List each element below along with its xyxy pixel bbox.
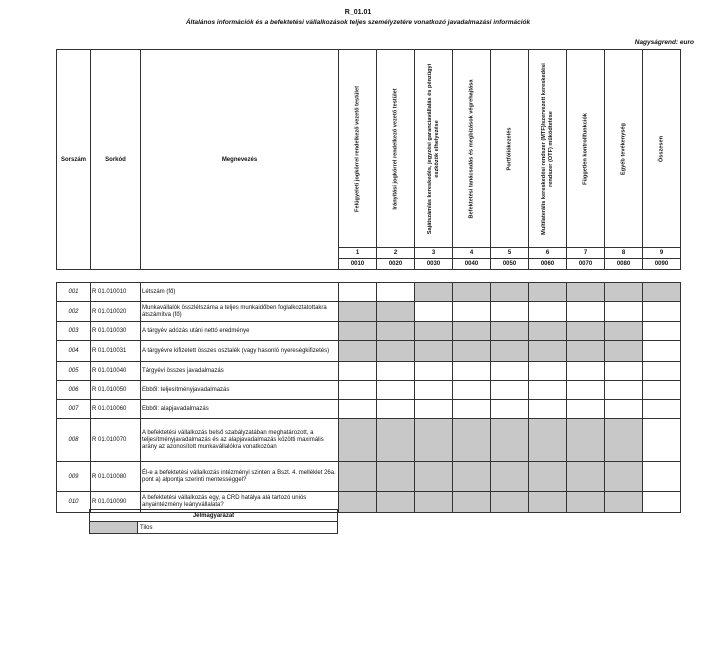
input-cell[interactable] <box>605 302 643 322</box>
forbidden-cell <box>377 492 415 513</box>
forbidden-cell <box>339 492 377 513</box>
forbidden-cell <box>605 322 643 341</box>
table-row <box>57 302 681 322</box>
input-cell[interactable] <box>453 302 491 322</box>
report-code: R_01.01 <box>344 9 372 16</box>
input-cell[interactable] <box>643 462 681 492</box>
legend-title: Jelmagyarázat <box>90 510 338 522</box>
column-header-label: Független kontrollfunkciók <box>582 112 589 185</box>
table-row <box>57 400 681 419</box>
forbidden-cell <box>339 419 377 462</box>
row-name: A befektetési vállalkozás belső szabályzatában meghatározott, a teljesítményjavadalmazás és az alapjavadalmazás közötti maximális arány az azonosított munkavállalókra vonatkozóan <box>141 419 339 462</box>
report-title: Általános információk és a befektetési vállalkozások teljes személyzetére vonatkozó javadalmazási információk <box>185 19 531 26</box>
column-header-label: Befektetési tanácsadás és megbízások végrehajtása <box>468 79 475 218</box>
row-code: R 01.010020 <box>91 302 141 322</box>
column-code: 0030 <box>415 259 453 270</box>
table-row <box>57 341 681 362</box>
forbidden-cell <box>453 419 491 462</box>
column-header-7 <box>567 50 605 248</box>
column-number: 8 <box>605 248 643 259</box>
input-cell[interactable] <box>339 362 377 381</box>
forbidden-cell <box>453 492 491 513</box>
column-number: 3 <box>415 248 453 259</box>
forbidden-cell <box>491 341 529 362</box>
forbidden-cell <box>377 419 415 462</box>
input-cell[interactable] <box>491 400 529 419</box>
row-index: 005 <box>57 362 91 381</box>
forbidden-cell <box>529 341 567 362</box>
forbidden-cell <box>529 492 567 513</box>
input-cell[interactable] <box>529 381 567 400</box>
column-code: 0080 <box>605 259 643 270</box>
input-cell[interactable] <box>529 302 567 322</box>
column-header-label: Irányítási jogkörrel rendelkező vezető testület <box>392 87 399 210</box>
input-cell[interactable] <box>643 362 681 381</box>
column-header-2 <box>377 50 415 248</box>
column-code: 0090 <box>643 259 681 270</box>
column-code: 0070 <box>567 259 605 270</box>
input-cell[interactable] <box>339 400 377 419</box>
forbidden-cell <box>567 283 605 302</box>
forbidden-cell <box>453 341 491 362</box>
header-megnevezes: Megnevezés <box>141 50 339 270</box>
table-row <box>57 322 681 341</box>
table-row <box>57 419 681 462</box>
forbidden-cell <box>415 492 453 513</box>
row-code: R 01.010080 <box>91 462 141 492</box>
input-cell[interactable] <box>491 381 529 400</box>
forbidden-cell <box>453 322 491 341</box>
row-code: R 01.010031 <box>91 341 141 362</box>
forbidden-cell <box>377 341 415 362</box>
row-name: Ebből: teljesítményjavadalmazás <box>141 381 339 400</box>
forbidden-cell <box>491 462 529 492</box>
forbidden-cell <box>377 302 415 322</box>
input-cell[interactable] <box>567 400 605 419</box>
header-sorkod: Sorkód <box>91 50 141 270</box>
input-cell[interactable] <box>643 381 681 400</box>
input-cell[interactable] <box>377 400 415 419</box>
input-cell[interactable] <box>643 302 681 322</box>
column-number: 6 <box>529 248 567 259</box>
forbidden-cell <box>339 341 377 362</box>
column-header-label: Portfóliókezelés <box>506 127 513 170</box>
spacer-row <box>57 270 681 283</box>
row-index: 008 <box>57 419 91 462</box>
input-cell[interactable] <box>415 302 453 322</box>
input-cell[interactable] <box>605 362 643 381</box>
forbidden-cell <box>567 341 605 362</box>
input-cell[interactable] <box>415 381 453 400</box>
forbidden-cell <box>377 462 415 492</box>
forbidden-cell <box>643 283 681 302</box>
row-index: 003 <box>57 322 91 341</box>
input-cell[interactable] <box>643 322 681 341</box>
input-cell[interactable] <box>415 400 453 419</box>
column-header-label: Sajátszámlás kereskedés, jegyzési garanciavállalás és pénzügyi eszközök elhelyezése <box>426 63 440 234</box>
forbidden-cell <box>491 419 529 462</box>
main-table <box>56 49 681 513</box>
column-code: 0050 <box>491 259 529 270</box>
forbidden-cell <box>529 283 567 302</box>
column-number: 2 <box>377 248 415 259</box>
row-name: Munkavállalók összlétszáma a teljes munkaidőben foglalkoztatottakra átszámítva (fő) <box>141 302 339 322</box>
row-code: R 01.010010 <box>91 283 141 302</box>
forbidden-cell <box>605 492 643 513</box>
input-cell[interactable] <box>567 302 605 322</box>
legend-table <box>89 509 338 534</box>
column-header-label: Multilaterális kereskedési rendszer (MTF)/szervezett kereskedési rendszer (OTF) működtetése <box>540 62 554 235</box>
legend-label: Tilos <box>138 522 338 534</box>
input-cell[interactable] <box>643 341 681 362</box>
forbidden-cell <box>415 462 453 492</box>
table-row <box>57 283 681 302</box>
input-cell[interactable] <box>491 362 529 381</box>
input-cell[interactable] <box>339 381 377 400</box>
forbidden-cell <box>339 462 377 492</box>
row-index: 002 <box>57 302 91 322</box>
row-name: Él-e a befektetési vállalkozás intézményi szinten a Bszt. 4. melléklet 26a. pont a) alpontja szerinti mentességgel? <box>141 462 339 492</box>
column-number: 1 <box>339 248 377 259</box>
input-cell[interactable] <box>567 362 605 381</box>
row-name: A befektetési vállalkozás egy, a CRD hatálya alá tartozó uniós anyaintézmény leányvállalata? <box>141 492 339 513</box>
row-name: Létszám (fő) <box>141 283 339 302</box>
column-header-label: Felügyeleti jogkörrel rendelkező vezető testület <box>354 85 361 212</box>
forbidden-cell <box>415 419 453 462</box>
forbidden-cell <box>605 283 643 302</box>
column-code: 0060 <box>529 259 567 270</box>
input-cell[interactable] <box>529 400 567 419</box>
forbidden-cell <box>339 302 377 322</box>
row-code: R 01.010050 <box>91 381 141 400</box>
column-number: 9 <box>643 248 681 259</box>
input-cell[interactable] <box>529 362 567 381</box>
forbidden-cell <box>605 419 643 462</box>
input-cell[interactable] <box>643 492 681 513</box>
row-code: R 01.010070 <box>91 419 141 462</box>
input-cell[interactable] <box>377 381 415 400</box>
row-code: R 01.010060 <box>91 400 141 419</box>
input-cell[interactable] <box>377 283 415 302</box>
row-name: A tárgyév adózás utáni nettó eredménye <box>141 322 339 341</box>
row-index: 004 <box>57 341 91 362</box>
forbidden-cell <box>377 322 415 341</box>
row-name: Tárgyévi összes javadalmazás <box>141 362 339 381</box>
forbidden-cell <box>529 322 567 341</box>
column-header-9 <box>643 50 681 248</box>
input-cell[interactable] <box>643 419 681 462</box>
row-index: 001 <box>57 283 91 302</box>
forbidden-cell <box>567 322 605 341</box>
input-cell[interactable] <box>415 362 453 381</box>
legend-swatch <box>90 522 138 534</box>
forbidden-cell <box>339 322 377 341</box>
forbidden-cell <box>415 341 453 362</box>
input-cell[interactable] <box>643 400 681 419</box>
column-number: 5 <box>491 248 529 259</box>
input-cell[interactable] <box>377 362 415 381</box>
row-index: 006 <box>57 381 91 400</box>
column-number: 4 <box>453 248 491 259</box>
row-code: R 01.010030 <box>91 322 141 341</box>
input-cell[interactable] <box>339 283 377 302</box>
column-header-label: Összesen <box>658 135 665 162</box>
row-code: R 01.010090 <box>91 492 141 513</box>
forbidden-cell <box>453 283 491 302</box>
column-header-3 <box>415 50 453 248</box>
column-header-label: Egyéb tevékenység <box>620 122 627 175</box>
input-cell[interactable] <box>605 381 643 400</box>
input-cell[interactable] <box>453 362 491 381</box>
column-header-4 <box>453 50 491 248</box>
input-cell[interactable] <box>491 302 529 322</box>
column-code: 0010 <box>339 259 377 270</box>
row-index: 007 <box>57 400 91 419</box>
header-sorszam: Sorszám <box>57 50 91 270</box>
forbidden-cell <box>415 283 453 302</box>
column-header-6 <box>529 50 567 248</box>
forbidden-cell <box>491 322 529 341</box>
row-name: A tárgyévre kifizetett összes osztalék (vagy hasonló nyereségkifizetés) <box>141 341 339 362</box>
table-row <box>57 462 681 492</box>
forbidden-cell <box>453 462 491 492</box>
forbidden-cell <box>529 462 567 492</box>
input-cell[interactable] <box>453 381 491 400</box>
input-cell[interactable] <box>567 381 605 400</box>
column-code: 0020 <box>377 259 415 270</box>
unit-label: Nagyságrend: euro <box>634 39 694 46</box>
column-code: 0040 <box>453 259 491 270</box>
forbidden-cell <box>491 283 529 302</box>
forbidden-cell <box>605 462 643 492</box>
row-index: 010 <box>57 492 91 513</box>
column-header-5 <box>491 50 529 248</box>
input-cell[interactable] <box>453 400 491 419</box>
column-header-1 <box>339 50 377 248</box>
input-cell[interactable] <box>605 400 643 419</box>
table-row <box>57 381 681 400</box>
table-row <box>57 362 681 381</box>
forbidden-cell <box>491 492 529 513</box>
forbidden-cell <box>567 492 605 513</box>
forbidden-cell <box>605 341 643 362</box>
row-index: 009 <box>57 462 91 492</box>
row-name: Ebből: alapjavadalmazás <box>141 400 339 419</box>
forbidden-cell <box>567 419 605 462</box>
forbidden-cell <box>567 462 605 492</box>
row-code: R 01.010040 <box>91 362 141 381</box>
forbidden-cell <box>529 419 567 462</box>
column-header-8 <box>605 50 643 248</box>
column-number: 7 <box>567 248 605 259</box>
forbidden-cell <box>415 322 453 341</box>
